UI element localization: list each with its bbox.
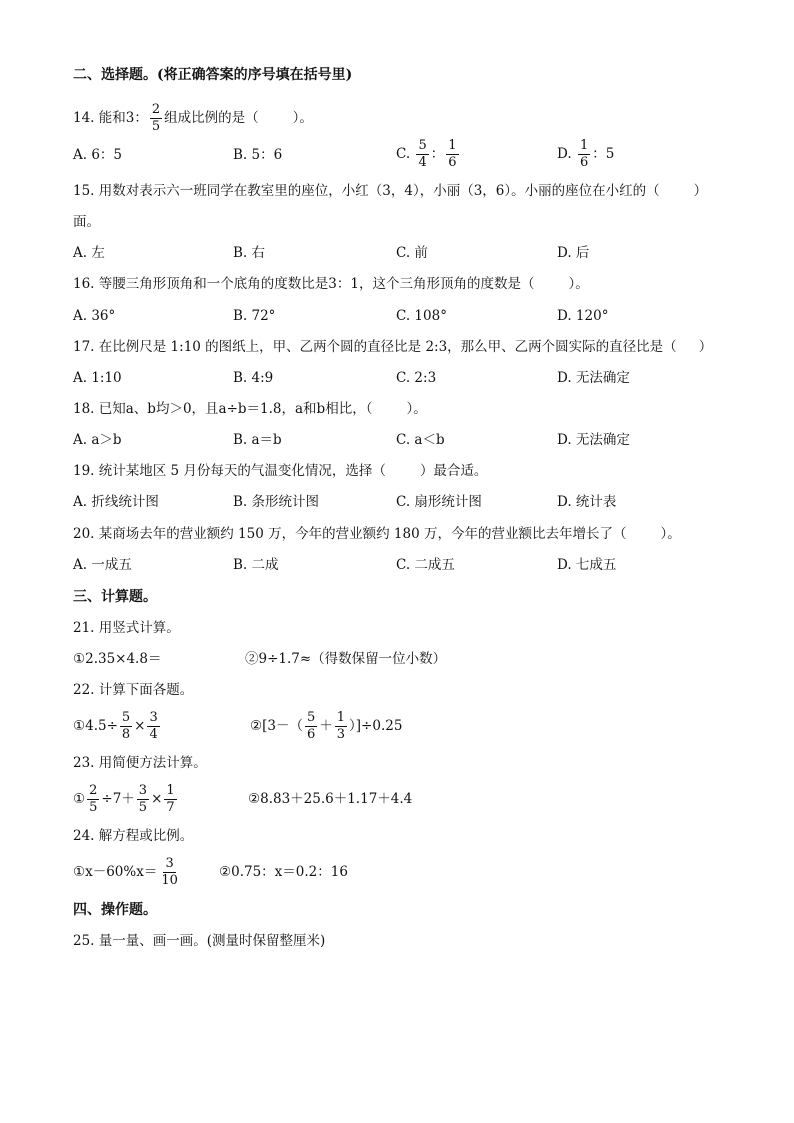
question-25: 25. 量一量、画一画。(测量时保留整厘米) xyxy=(73,933,326,949)
q22-p1-num2: 3 xyxy=(149,710,158,725)
q22-p1-den1: 8 xyxy=(121,727,131,742)
q22-p2-post: ）]÷0.25 xyxy=(349,718,403,734)
question-17 xyxy=(73,337,712,357)
q14-option-b[interactable]: B. 5：6 xyxy=(233,147,283,163)
q22-p2-den1: 6 xyxy=(306,727,316,742)
q14-frac-den: 5 xyxy=(151,119,161,134)
q22-p2-frac1 xyxy=(305,710,317,743)
q23-p1-num1: 2 xyxy=(89,783,98,798)
q14-text-pre: 14. 能和3： xyxy=(73,110,148,126)
q18-text: 18. 已知a、b均＞0，且a÷b＝1.8，a和b相比，（ xyxy=(73,401,373,417)
q24-p1-num: 3 xyxy=(165,856,174,871)
question-22: 22. 计算下面各题。 xyxy=(73,682,194,698)
q16-text-end: ）。 xyxy=(568,276,589,292)
q15-option-a[interactable]: A. 左 xyxy=(73,245,105,261)
q22-p2-den2: 3 xyxy=(336,727,346,742)
q14-frac-num: 2 xyxy=(151,102,161,117)
q14-d-num: 1 xyxy=(579,138,589,153)
q14-c-sep: ： xyxy=(430,146,445,162)
q14-text-post: 组成比例的是（ xyxy=(164,110,259,126)
q14-d-frac xyxy=(578,138,590,171)
q16-option-d[interactable]: D. 120° xyxy=(557,308,609,324)
q19-option-c[interactable]: C. 扇形统计图 xyxy=(396,494,482,510)
q14-d-den: 6 xyxy=(579,155,589,170)
q17-option-b[interactable]: B. 4:9 xyxy=(233,370,274,386)
q22-p2-pre: ②[3－（ xyxy=(250,718,303,734)
q22-part-1 xyxy=(73,708,162,744)
q15-option-b[interactable]: B. 右 xyxy=(233,245,266,261)
q14-text-end: ）。 xyxy=(292,110,313,126)
q23-p1-frac2 xyxy=(137,783,149,816)
q17-text-end: ） xyxy=(698,339,713,355)
q21-part-2: ②9÷1.7≈（得数保留一位小数） xyxy=(245,651,447,667)
q18-option-d[interactable]: D. 无法确定 xyxy=(557,432,630,448)
q14-option-d[interactable] xyxy=(557,136,614,172)
q23-part-1 xyxy=(73,781,179,817)
q19-text: 19. 统计某地区 5 月份每天的气温变化情况，选择（ xyxy=(73,463,386,479)
q16-option-a[interactable]: A. 36° xyxy=(73,308,116,324)
q22-p2-frac2 xyxy=(335,710,347,743)
q16-text: 16. 等腰三角形顶角和一个底角的度数比是3：1，这个三角形顶角的度数是（ xyxy=(73,276,535,292)
q18-option-a[interactable]: A. a＞b xyxy=(73,432,122,448)
q14-c-num1: 5 xyxy=(418,138,427,153)
q14-c-label: C. xyxy=(396,146,411,162)
q14-option-a[interactable]: A. 6：5 xyxy=(73,147,123,163)
question-18 xyxy=(73,399,427,419)
q15-option-d[interactable]: D. 后 xyxy=(557,245,590,261)
q14-d-rest: ：5 xyxy=(592,146,615,162)
q21-part-1: ①2.35×4.8＝ xyxy=(73,651,162,667)
q14-fraction xyxy=(150,102,162,135)
q23-p1-frac1 xyxy=(87,783,99,816)
q14-c-frac2 xyxy=(446,138,458,171)
q22-p1-num1: 5 xyxy=(121,710,131,725)
q22-p1-pre: ①4.5÷ xyxy=(73,718,118,734)
q14-option-c[interactable] xyxy=(396,136,461,172)
q20-option-a[interactable]: A. 一成五 xyxy=(73,557,132,573)
q24-p1-den: 10 xyxy=(161,873,178,888)
q22-p2-num1: 5 xyxy=(306,710,316,725)
q15-text: 15. 用数对表示六一班同学在教室里的座位，小红（3，4），小丽（3，6）。小丽的座位在小红的（ xyxy=(73,183,660,199)
q20-option-c[interactable]: C. 二成五 xyxy=(396,557,455,573)
question-20 xyxy=(73,524,681,544)
q18-option-c[interactable]: C. a＜b xyxy=(396,432,445,448)
q19-option-a[interactable]: A. 折线统计图 xyxy=(73,494,159,510)
q23-p1-num2: 3 xyxy=(138,783,148,798)
q17-text: 17. 在比例尺是 1:10 的图纸上，甲、乙两个圆的直径比是 2:3，那么甲、乙两个圆实际的直径比是（ xyxy=(73,339,677,355)
q23-p1-pre: ① xyxy=(73,791,86,807)
q20-option-b[interactable]: B. 二成 xyxy=(233,557,279,573)
q14-c-frac1 xyxy=(416,138,428,171)
q23-p1-den1: 5 xyxy=(89,800,98,815)
q24-p1-pre: ①x－60%x＝ xyxy=(73,864,158,880)
q23-p1-mid: ÷7＋ xyxy=(101,791,135,807)
q22-p1-frac1 xyxy=(120,710,132,743)
q16-option-b[interactable]: B. 72° xyxy=(233,308,276,324)
q15-text-end: ） xyxy=(693,183,708,199)
q17-option-d[interactable]: D. 无法确定 xyxy=(557,370,630,386)
q22-p1-op: × xyxy=(134,718,146,734)
q24-part-2: ②0.75：x＝0.2：16 xyxy=(219,864,348,880)
question-19 xyxy=(73,461,487,481)
section-choice-heading: 二、选择题。(将正确答案的序号填在括号里) xyxy=(73,67,353,83)
q24-p1-frac xyxy=(159,856,180,889)
q22-p2-num2: 1 xyxy=(336,710,346,725)
question-23: 23. 用简便方法计算。 xyxy=(73,755,207,771)
question-21: 21. 用竖式计算。 xyxy=(73,620,180,636)
q14-d-label: D. xyxy=(557,146,572,162)
q23-part-2: ②8.83＋25.6＋1.17＋4.4 xyxy=(248,791,413,807)
q17-option-c[interactable]: C. 2:3 xyxy=(396,370,437,386)
q23-p1-den3: 7 xyxy=(166,800,175,815)
q23-p1-num3: 1 xyxy=(166,783,175,798)
q22-p1-frac2 xyxy=(147,710,159,743)
q14-c-num2: 1 xyxy=(448,138,457,153)
q15-continuation: 面。 xyxy=(73,214,100,230)
q19-option-d[interactable]: D. 统计表 xyxy=(557,494,617,510)
q14-c-den2: 6 xyxy=(448,155,457,170)
q19-text-end: ）最合适。 xyxy=(419,463,488,479)
q20-text: 20. 某商场去年的营业额约 150 万，今年的营业额约 180 万，今年的营业额比去年增长了（ xyxy=(73,526,627,542)
q17-option-a[interactable]: A. 1:10 xyxy=(73,370,122,386)
q22-p1-den2: 4 xyxy=(149,727,158,742)
q19-option-b[interactable]: B. 条形统计图 xyxy=(233,494,320,510)
section-calc-heading: 三、计算题。 xyxy=(73,589,157,605)
question-15 xyxy=(73,181,707,201)
q16-option-c[interactable]: C. 108° xyxy=(396,308,447,324)
q18-text-end: ）。 xyxy=(406,401,427,417)
question-24: 24. 解方程或比例。 xyxy=(73,828,194,844)
q24-part-1 xyxy=(73,854,182,890)
q14-c-den1: 4 xyxy=(418,155,427,170)
q20-option-d[interactable]: D. 七成五 xyxy=(557,557,617,573)
question-16 xyxy=(73,274,589,294)
section-ops-heading: 四、操作题。 xyxy=(73,902,157,918)
q23-p1-frac3 xyxy=(164,783,176,816)
q22-p2-op: ＋ xyxy=(319,718,333,734)
q18-option-b[interactable]: B. a＝b xyxy=(233,432,282,448)
q23-p1-op: × xyxy=(151,791,163,807)
question-14 xyxy=(73,101,313,135)
q23-p1-den2: 5 xyxy=(138,800,148,815)
q20-text-end: ）。 xyxy=(660,526,681,542)
q22-part-2 xyxy=(250,708,402,744)
q15-option-c[interactable]: C. 前 xyxy=(396,245,428,261)
